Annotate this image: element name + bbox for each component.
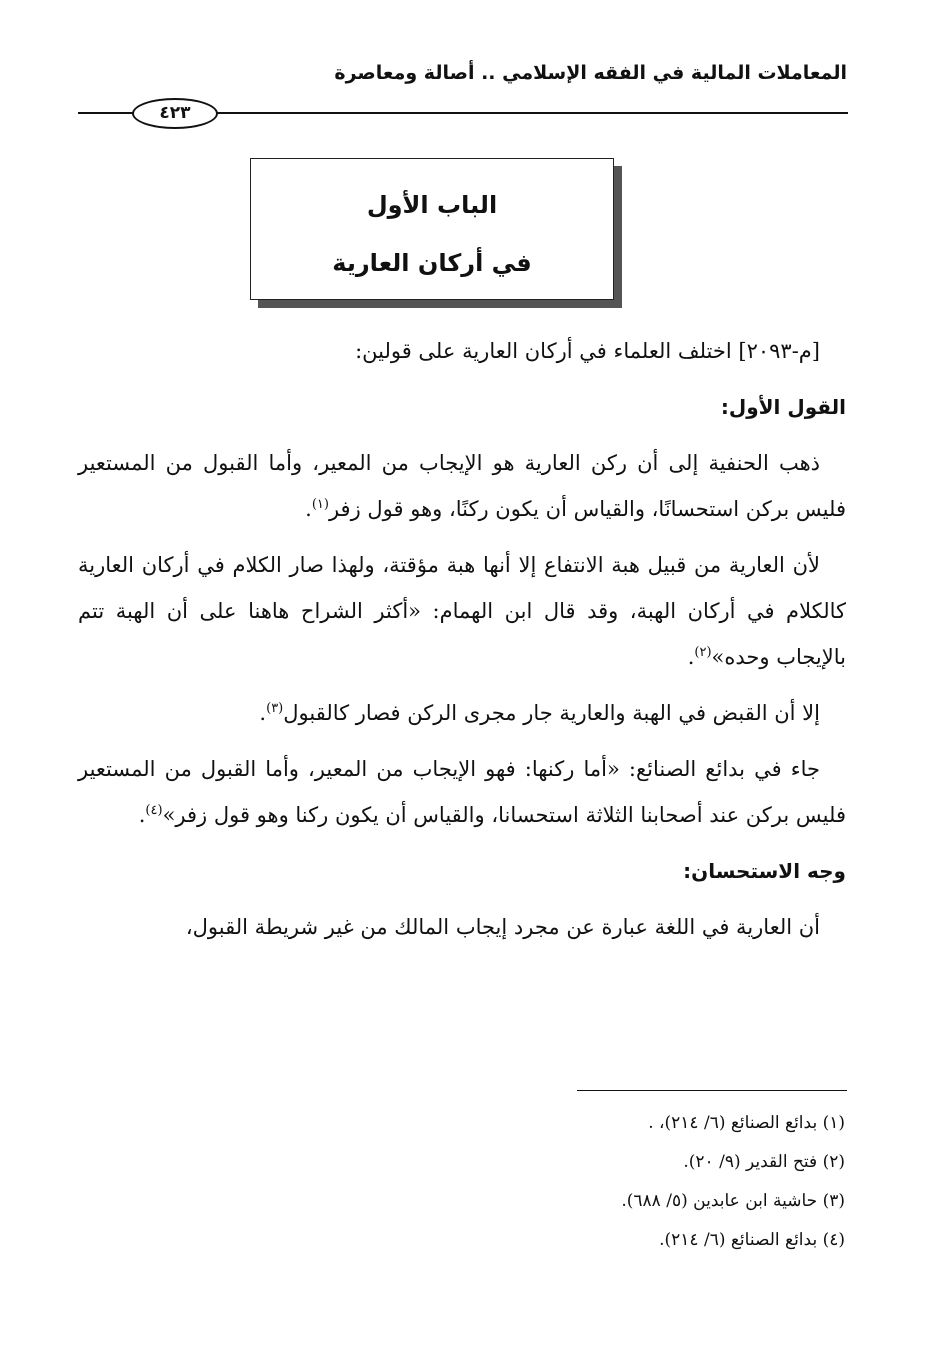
footnote-2: (٢) فتح القدير (٩/ ٢٠). — [683, 1152, 845, 1172]
footnote-marker-4: (٤) — [145, 803, 163, 818]
page-number: ٤٢٣ — [132, 98, 218, 129]
paragraph-text: ذهب الحنفية إلى أن ركن العارية هو الإيجاب من المعير، وأما القبول من المستعير فليس بركن استحسانًا، والقياس أن يكون ركنًا، وهو قول زفر — [78, 451, 846, 521]
heading-istihsan: وجه الاستحسان: — [683, 859, 846, 883]
paragraph-text: إلا أن القبض في الهبة والعارية جار مجرى الركن فصار كالقبول — [283, 701, 820, 725]
chapter-title-line-1: الباب الأول — [366, 191, 498, 219]
running-header-title: المعاملات المالية في الفقه الإسلامي .. أصالة ومعاصرة — [334, 62, 847, 84]
heading-first-opinion: القول الأول: — [720, 395, 846, 419]
paragraph-hanafi-opinion — [78, 440, 846, 532]
chapter-title-line-2: في أركان العارية — [332, 249, 532, 277]
paragraph-istihsan-reason: أن العارية في اللغة عبارة عن مجرد إيجاب المالك من غير شريطة القبول، — [185, 915, 820, 939]
footnote-3: (٣) حاشية ابن عابدين (٥/ ٦٨٨). — [621, 1191, 845, 1211]
paragraph-text: جاء في بدائع الصنائع: «أما ركنها: فهو الإيجاب من المعير، وأما القبول من المستعير فليس بركن عند أصحابنا الثلاثة استحسانا، والقياس أن يكون ركنا وهو قول زفر» — [78, 757, 846, 827]
paragraph-text: لأن العارية من قبيل هبة الانتفاع إلا أنها هبة مؤقتة، ولهذا صار الكلام في أركان العارية كالكلام في أركان الهبة، وقد قال ابن الهمام: «أكثر الشراح هاهنا على أن الهبة تتم بالإيجاب وحده» — [78, 553, 846, 669]
body-text — [78, 328, 846, 960]
paragraph-badai-quote — [78, 746, 846, 838]
paragraph-end: . — [305, 497, 312, 521]
paragraph-end: . — [259, 701, 267, 725]
paragraph-end: . — [138, 803, 146, 827]
paragraph-hiba-analogy — [78, 542, 846, 680]
paragraph-end: . — [687, 645, 695, 669]
footnote-marker-1: (١) — [311, 497, 329, 512]
footnote-4: (٤) بدائع الصنائع (٦/ ٢١٤). — [659, 1230, 845, 1250]
footnote-marker-2: (٢) — [694, 645, 712, 660]
paragraph-qabd — [78, 690, 846, 736]
paragraph-intro: [م-٢٠٩٣] اختلف العلماء في أركان العارية على قولين: — [355, 339, 820, 363]
footnote-1: (١) بدائع الصنائع (٦/ ٢١٤)، . — [648, 1113, 845, 1133]
chapter-title-box — [250, 158, 614, 300]
footnote-marker-3: (٣) — [266, 701, 284, 716]
footnotes — [345, 1104, 845, 1260]
footnote-separator — [577, 1090, 847, 1091]
